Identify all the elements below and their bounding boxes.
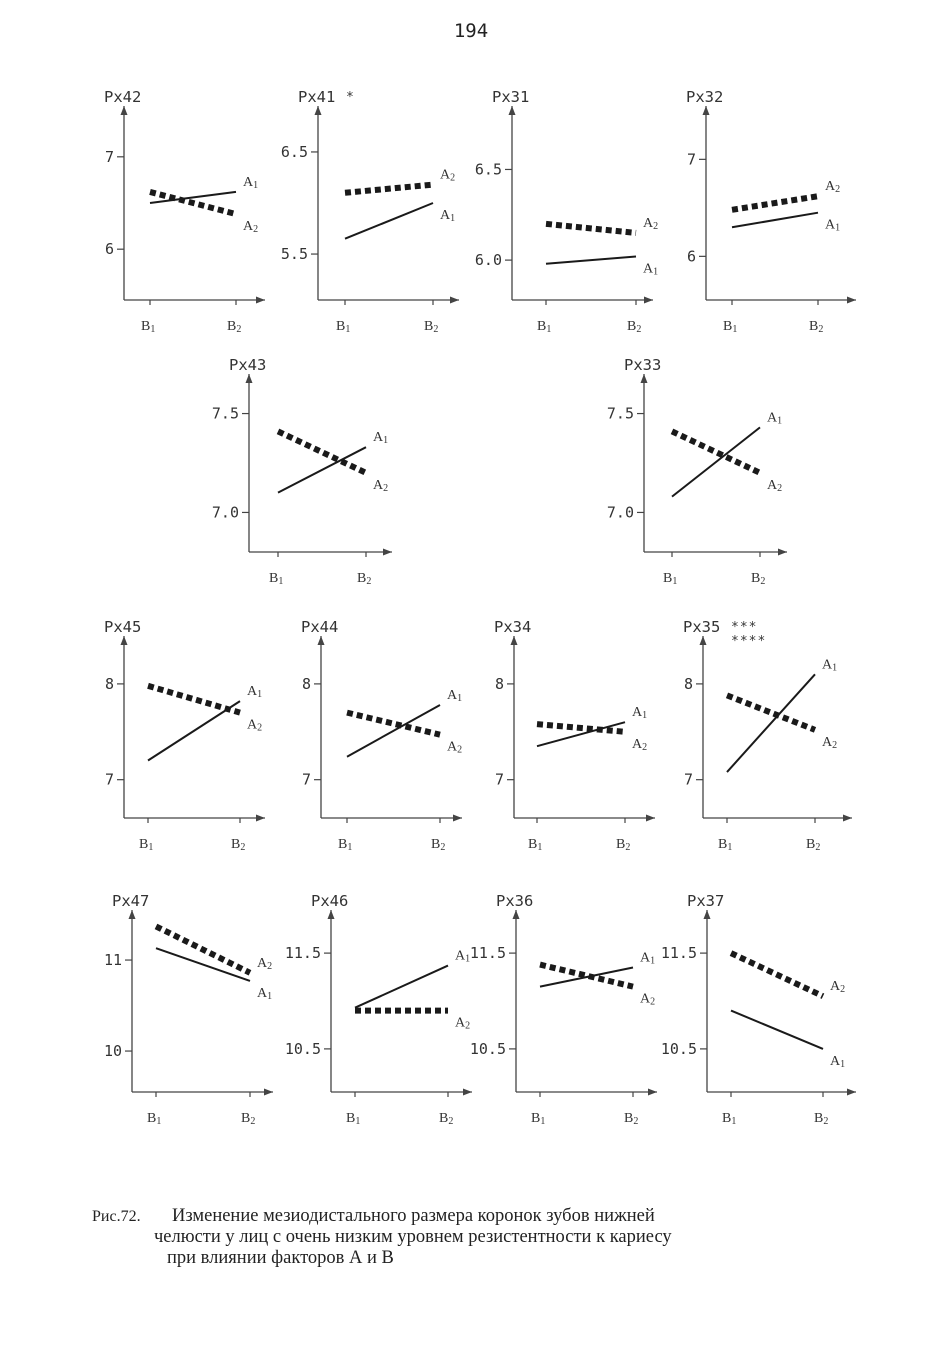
x-tick-label: B2 (241, 1111, 256, 1127)
chart-title: Px37 (687, 892, 725, 910)
series-a2 (278, 431, 366, 473)
chart-px33 (607, 356, 787, 587)
x-axis-arrow (264, 1089, 273, 1096)
x-tick-label: B1 (723, 319, 738, 335)
y-axis-arrow (315, 106, 322, 115)
series-label-a2: A2 (247, 717, 263, 734)
x-tick-label: B1 (718, 837, 733, 853)
x-tick-label: B1 (537, 319, 552, 335)
x-tick-label: B2 (624, 1111, 639, 1127)
series-a1 (355, 966, 448, 1008)
x-tick-label: B2 (814, 1111, 829, 1127)
series-label-a1: A1 (257, 985, 273, 1002)
y-tick-label: 10 (103, 1042, 122, 1061)
y-axis-arrow (511, 636, 518, 645)
x-axis-arrow (644, 297, 653, 304)
chart-px45 (104, 618, 265, 853)
significance-mark: * (346, 90, 355, 105)
x-axis-arrow (383, 549, 392, 556)
significance-mark-2: **** (731, 634, 767, 649)
y-tick-label: 7.5 (606, 404, 634, 423)
chart-px42 (104, 88, 265, 335)
y-axis-arrow (704, 910, 711, 919)
x-tick-label: B2 (431, 837, 446, 853)
caption-line-2: челюсти у лиц с очень низким уровнем резистентности к кариесу (154, 1227, 672, 1247)
x-axis-arrow (843, 815, 852, 822)
series-label-a1: A1 (640, 950, 656, 967)
series-a2 (732, 196, 818, 210)
chart-title: Px45 (104, 618, 142, 636)
y-axis-arrow (641, 374, 648, 383)
y-tick-label: 7 (104, 770, 114, 789)
series-a2 (156, 926, 250, 972)
y-axis-arrow (513, 910, 520, 919)
chart-px36 (470, 892, 657, 1127)
series-label-a2: A2 (822, 734, 838, 751)
y-axis-arrow (129, 910, 136, 919)
y-tick-label: 8 (683, 674, 693, 693)
series-label-a1: A1 (247, 684, 263, 701)
x-axis-arrow (778, 549, 787, 556)
y-tick-label: 7 (494, 770, 504, 789)
chart-title: Px31 (492, 88, 530, 106)
y-tick-label: 7.0 (606, 503, 634, 522)
chart-px31 (475, 88, 658, 335)
y-tick-label: 11.5 (284, 944, 321, 963)
chart-title: Px32 (686, 88, 724, 106)
x-tick-label: B1 (338, 837, 353, 853)
series-label-a2: A2 (640, 991, 656, 1008)
x-axis-arrow (256, 297, 265, 304)
series-label-a2: A2 (455, 1015, 471, 1032)
x-tick-label: B1 (147, 1111, 162, 1127)
y-axis-arrow (246, 374, 253, 383)
chart-title: Px46 (311, 892, 349, 910)
series-label-a1: A1 (643, 261, 659, 278)
caption-label: Рис.72. (92, 1208, 141, 1225)
x-axis-arrow (256, 815, 265, 822)
y-tick-label: 10.5 (660, 1039, 697, 1058)
chart-px37 (661, 892, 856, 1127)
y-tick-label: 8 (301, 674, 311, 693)
y-axis-arrow (509, 106, 516, 115)
series-label-a1: A1 (447, 687, 463, 704)
page-number: 194 (453, 20, 489, 42)
chart-title: Px47 (112, 892, 150, 910)
series-a2 (731, 953, 823, 996)
caption-line-3: при влиянии факторов А и В (167, 1248, 394, 1268)
y-tick-label: 11 (103, 951, 122, 970)
x-tick-label: B1 (531, 1111, 546, 1127)
y-tick-label: 7 (683, 770, 693, 789)
series-label-a2: A2 (373, 477, 389, 494)
y-tick-label: 6.5 (280, 142, 308, 161)
series-label-a2: A2 (243, 219, 259, 236)
y-axis-arrow (703, 106, 710, 115)
series-label-a2: A2 (830, 979, 846, 996)
chart-px47 (104, 892, 273, 1127)
series-a2 (148, 686, 240, 713)
x-tick-label: B1 (141, 319, 156, 335)
x-tick-label: B2 (439, 1111, 454, 1127)
chart-px46 (285, 892, 472, 1127)
x-tick-label: B1 (722, 1111, 737, 1127)
series-a1 (732, 213, 818, 228)
chart-title: Px42 (104, 88, 142, 106)
y-tick-label: 6 (104, 240, 114, 259)
y-axis-arrow (121, 636, 128, 645)
y-tick-label: 5.5 (280, 245, 308, 264)
series-label-a2: A2 (257, 955, 273, 972)
x-axis-arrow (847, 297, 856, 304)
series-label-a2: A2 (643, 215, 659, 232)
x-tick-label: B2 (231, 837, 246, 853)
y-tick-label: 7.0 (211, 503, 239, 522)
chart-px41 (281, 88, 459, 335)
y-tick-label: 10.5 (469, 1039, 506, 1058)
y-axis-arrow (121, 106, 128, 115)
x-axis-arrow (450, 297, 459, 304)
x-tick-label: B1 (528, 837, 543, 853)
x-tick-label: B1 (663, 571, 678, 587)
series-label-a1: A1 (455, 948, 471, 965)
chart-title: Px43 (229, 356, 267, 374)
x-axis-arrow (463, 1089, 472, 1096)
series-label-a1: A1 (632, 705, 648, 722)
series-a1 (546, 256, 636, 263)
y-axis-arrow (328, 910, 335, 919)
y-tick-label: 8 (104, 674, 114, 693)
chart-title: Px44 (301, 618, 339, 636)
series-label-a1: A1 (243, 174, 259, 191)
series-label-a1: A1 (830, 1053, 846, 1070)
y-tick-label: 10.5 (284, 1039, 321, 1058)
series-label-a1: A1 (822, 657, 838, 674)
chart-px44 (301, 618, 462, 853)
series-label-a1: A1 (440, 208, 456, 224)
x-tick-label: B1 (269, 571, 284, 587)
series-a2 (727, 695, 815, 729)
series-a2 (150, 192, 236, 214)
chart-title: Px36 (496, 892, 534, 910)
x-tick-label: B2 (751, 571, 766, 587)
chart-px43 (212, 356, 392, 587)
series-a1 (345, 203, 433, 239)
x-tick-label: B1 (346, 1111, 361, 1127)
y-tick-label: 11.5 (469, 944, 506, 963)
y-tick-label: 6.5 (474, 160, 502, 179)
x-axis-arrow (847, 1089, 856, 1096)
y-tick-label: 7.5 (211, 404, 239, 423)
x-axis-arrow (648, 1089, 657, 1096)
x-tick-label: B2 (809, 319, 824, 335)
y-tick-label: 11.5 (660, 944, 697, 963)
series-a1 (727, 674, 815, 772)
series-label-a2: A2 (447, 739, 463, 756)
series-label-a2: A2 (440, 167, 456, 184)
series-a1 (156, 948, 250, 981)
chart-title: Px35 (683, 618, 721, 636)
chart-title: Px34 (494, 618, 532, 636)
y-axis-arrow (318, 636, 325, 645)
series-label-a2: A2 (632, 736, 648, 753)
x-tick-label: B1 (139, 837, 154, 853)
x-tick-label: B2 (627, 319, 642, 335)
chart-title: Px41 (298, 88, 336, 106)
y-tick-label: 7 (686, 150, 696, 169)
x-tick-label: B1 (336, 319, 351, 335)
y-tick-label: 7 (104, 147, 114, 166)
y-tick-label: 8 (494, 674, 504, 693)
chart-title: Px33 (624, 356, 662, 374)
series-a2 (546, 224, 636, 233)
chart-px34 (494, 618, 655, 853)
series-label-a1: A1 (373, 430, 389, 447)
x-axis-arrow (453, 815, 462, 822)
chart-px32 (686, 88, 856, 335)
series-label-a1: A1 (767, 410, 783, 427)
series-label-a2: A2 (767, 477, 783, 494)
x-tick-label: B2 (424, 319, 439, 335)
series-a2 (345, 185, 433, 193)
y-tick-label: 7 (301, 770, 311, 789)
significance-mark: *** (731, 620, 758, 635)
series-label-a2: A2 (825, 179, 841, 196)
caption-line-1: Изменение мезиодистального размера коронок зубов нижней (172, 1206, 655, 1226)
x-tick-label: B2 (616, 837, 631, 853)
x-tick-label: B2 (806, 837, 821, 853)
y-tick-label: 6 (686, 247, 696, 266)
y-tick-label: 6.0 (474, 251, 502, 270)
series-label-a1: A1 (825, 217, 841, 234)
y-axis-arrow (700, 636, 707, 645)
series-a1 (731, 1011, 823, 1049)
chart-px35 (683, 618, 852, 853)
x-tick-label: B2 (357, 571, 372, 587)
x-tick-label: B2 (227, 319, 242, 335)
x-axis-arrow (646, 815, 655, 822)
